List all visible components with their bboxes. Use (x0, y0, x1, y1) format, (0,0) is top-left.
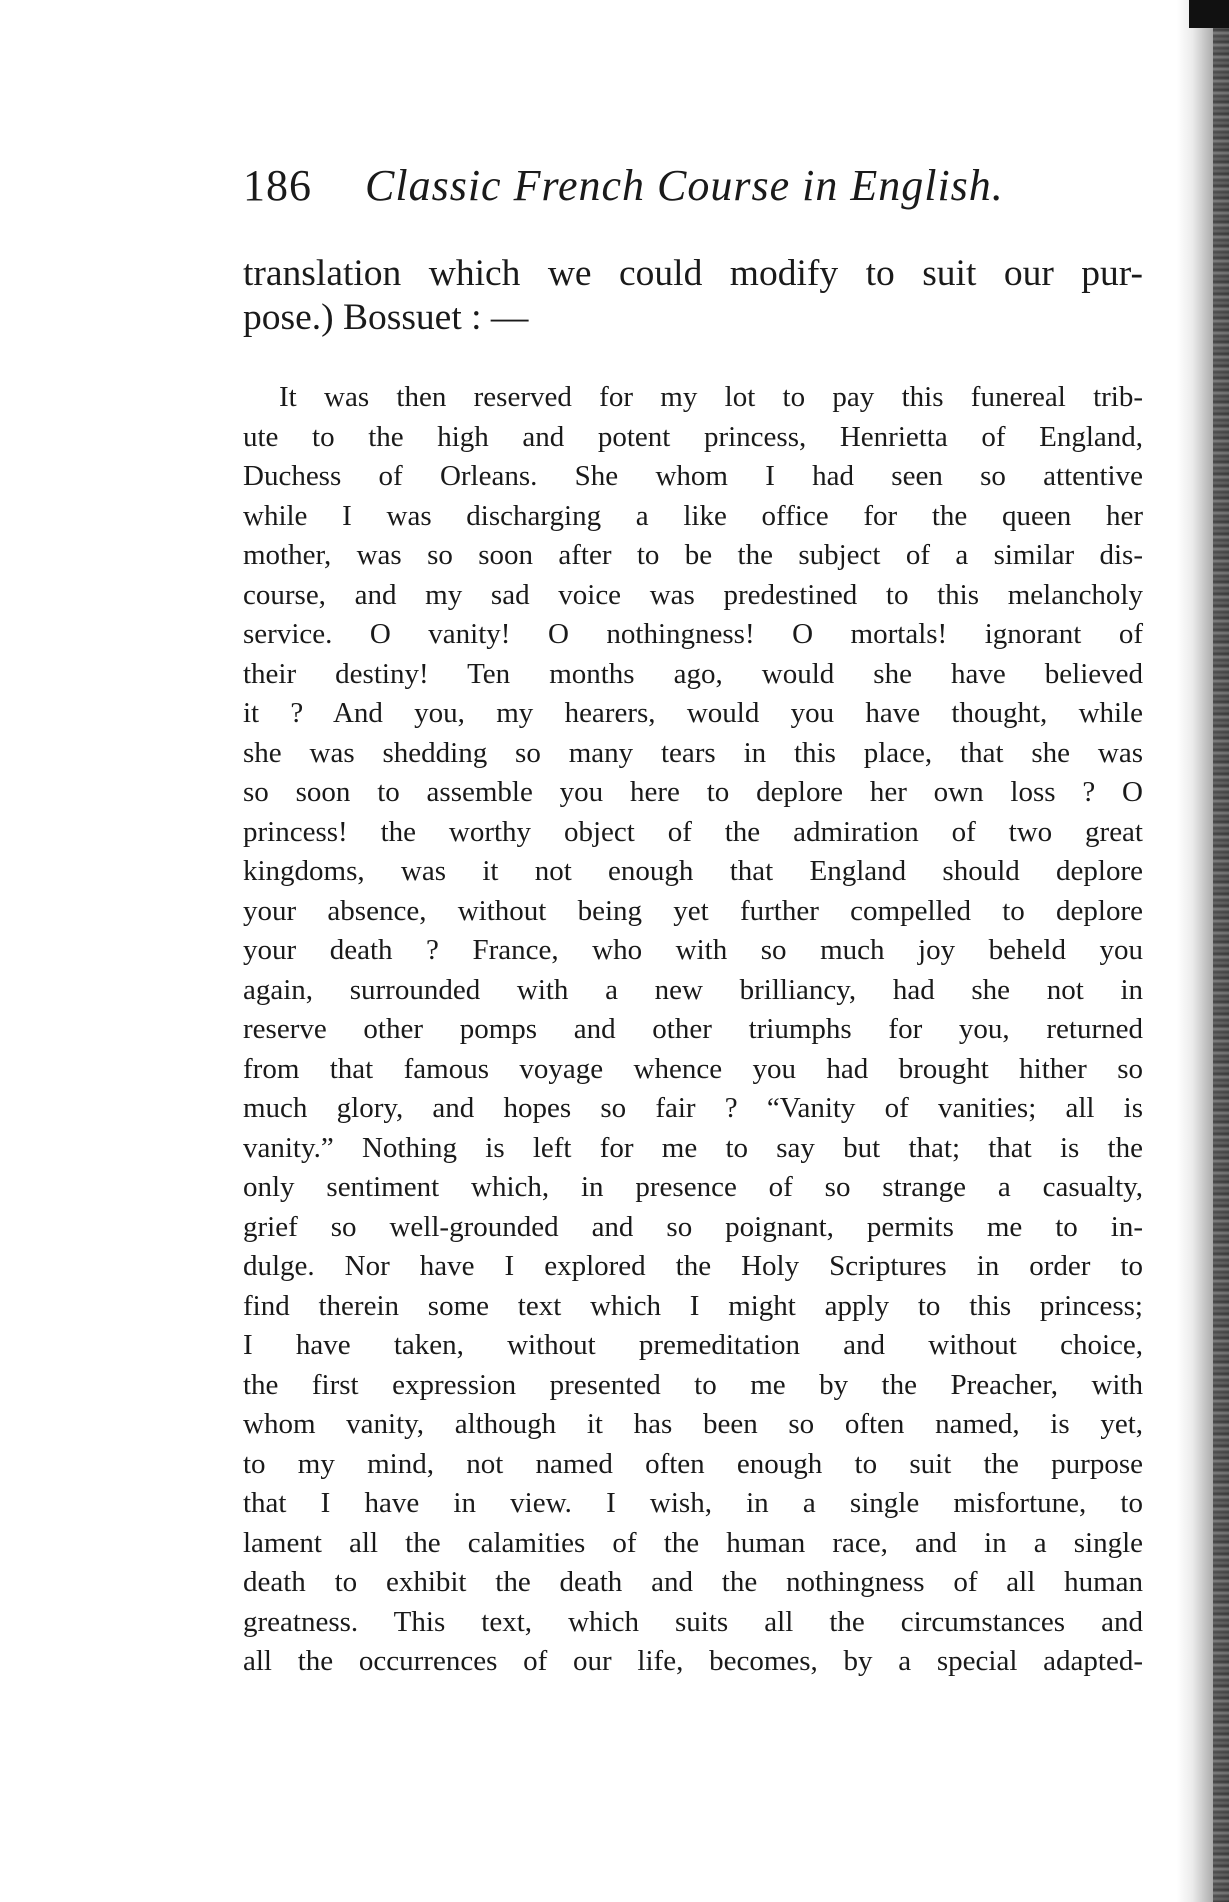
page-header (243, 160, 1143, 212)
quote-line: she was shedding so many tears in this place, that she was (243, 736, 1143, 769)
quote-line: much glory, and hopes so fair ? “Vanity of vanities; all is (243, 1092, 1143, 1124)
quote-line: I have taken, without premeditation and without choice, (243, 1329, 1143, 1361)
text-line: pose.) Bossuet : — (243, 297, 529, 338)
quote-line: course, and my sad voice was predestined to this melancholy (243, 578, 1143, 611)
quote-line: that I have in view. I wish, in a single misfortune, to (243, 1487, 1143, 1519)
quote-line: greatness. This text, which suits all the circumstances and (243, 1605, 1143, 1638)
quote-line: reserve other pomps and other triumphs for you, returned (243, 1013, 1143, 1045)
block-quote (243, 378, 1143, 1682)
intro-paragraph (243, 252, 1143, 340)
quote-line: all the occurrences of our life, becomes, by a special adapted- (243, 1645, 1143, 1677)
quote-line: whom vanity, although it has been so often named, is yet, (243, 1408, 1143, 1440)
quote-line: grief so well-grounded and so poignant, permits me to in- (243, 1210, 1143, 1243)
quote-line: only sentiment which, in presence of so strange a casualty, (243, 1171, 1143, 1203)
quote-line: so soon to assemble you here to deplore her own loss ? O (243, 776, 1143, 808)
quote-line: ute to the high and potent princess, Henrietta of England, (243, 420, 1143, 453)
quote-line: find therein some text which I might apply to this princess; (243, 1289, 1143, 1322)
quote-line: death to exhibit the death and the nothingness of all human (243, 1566, 1143, 1598)
quote-line: lament all the calamities of the human race, and in a single (243, 1526, 1143, 1559)
quote-line: vanity.” Nothing is left for me to say but that; that is the (243, 1131, 1143, 1164)
running-title: Classic French Course in English. (365, 161, 1004, 210)
quote-line: dulge. Nor have I explored the Holy Scriptures in order to (243, 1250, 1143, 1282)
quote-line: Duchess of Orleans. She whom I had seen so attentive (243, 460, 1143, 492)
page-number: 186 (243, 161, 312, 210)
quote-line: mother, was so soon after to be the subject of a similar dis- (243, 539, 1143, 571)
quote-line: again, surrounded with a new brilliancy, had she not in (243, 973, 1143, 1006)
quote-line: the first expression presented to me by the Preacher, with (243, 1368, 1143, 1401)
binding-edge (1213, 0, 1229, 1902)
quote-line: your death ? France, who with so much joy beheld you (243, 934, 1143, 966)
quote-line: princess! the worthy object of the admiration of two great (243, 815, 1143, 848)
quote-line: your absence, without being yet further compelled to deplore (243, 894, 1143, 927)
quote-line: it ? And you, my hearers, would you have thought, while (243, 697, 1143, 729)
quote-line: service. O vanity! O nothingness! O mortals! ignorant of (243, 618, 1143, 650)
corner-mark (1189, 0, 1229, 28)
quote-line: to my mind, not named often enough to suit the purpose (243, 1447, 1143, 1480)
quote-line: their destiny! Ten months ago, would she have believed (243, 657, 1143, 690)
quote-line: while I was discharging a like office for the queen her (243, 499, 1143, 532)
quote-line: from that famous voyage whence you had brought hither so (243, 1052, 1143, 1085)
quote-line: kingdoms, was it not enough that England should deplore (243, 855, 1143, 887)
text-line: translation which we could modify to suit our pur- (243, 253, 1143, 294)
quote-line: It was then reserved for my lot to pay this funereal trib- (279, 381, 1143, 413)
